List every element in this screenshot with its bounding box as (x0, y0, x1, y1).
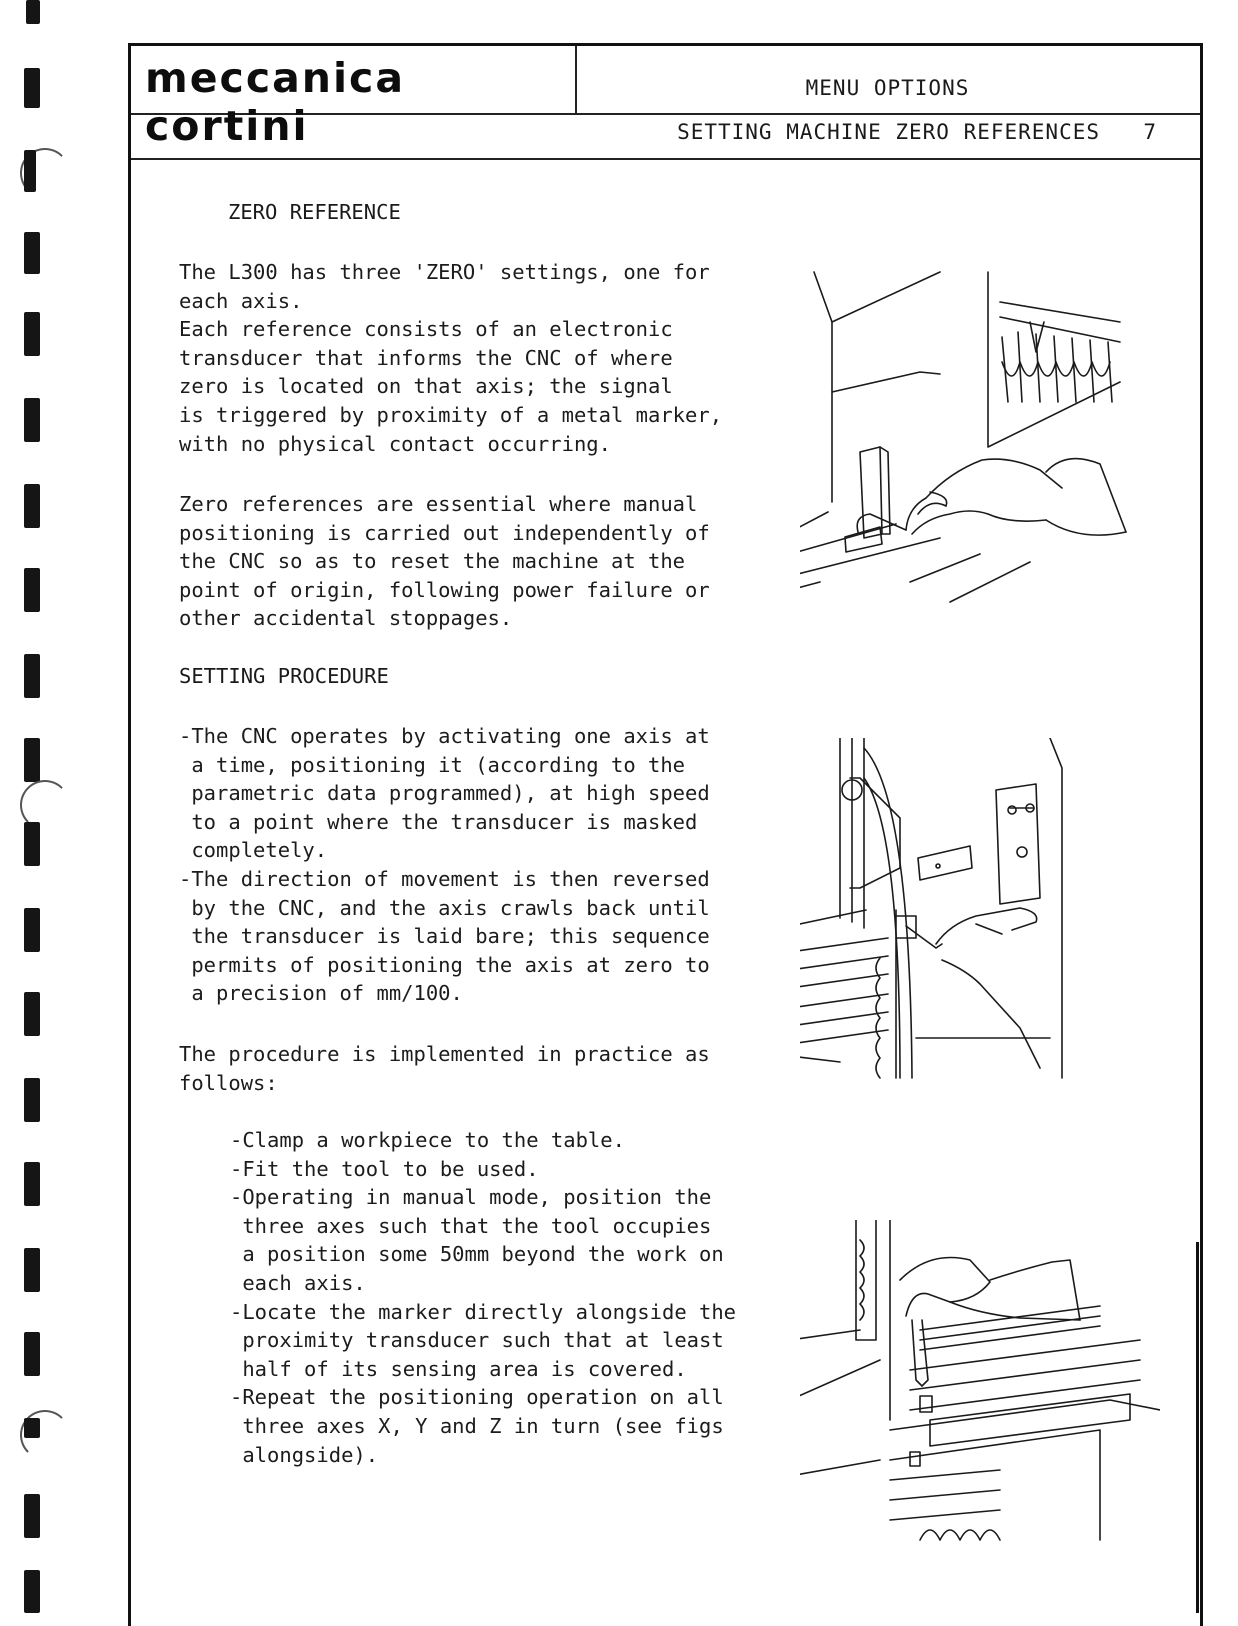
intro-paragraph: The L300 has three 'ZERO' settings, one for each axis. Each reference consists of an electronic transducer that informs the CNC of where zero is located on that axis; the signal is triggered by proximity of a metal marker, with no physical contact occurring. (179, 260, 723, 456)
setting-procedure-heading: SETTING PROCEDURE (179, 664, 389, 688)
binding-holes (0, 0, 80, 1613)
header-sub-row (131, 113, 1200, 160)
essential-paragraph: Zero references are essential where manual positioning is carried out independently of the CNC so as to reset the machine at the point of origin, following power failure or other accidental stoppages. (179, 492, 710, 631)
figure-y-axis-illustration (800, 738, 1100, 1088)
figure-z-axis-illustration (800, 1220, 1160, 1550)
logo-box (131, 46, 577, 150)
steps-list: -Clamp a workpiece to the table. -Fit the tool to be used. -Operating in manual mode, position the three axes such that the tool occupies a position some 50mm beyond the work on each axis. -Locate the marker directly alongside the proximity transducer such that at least half of its sensing area is covered. -Repeat the positioning operation on all three axes X, Y and Z in turn (see figs alongside). (230, 1128, 737, 1467)
procedure-paragraph: -The CNC operates by activating one axis at a time, positioning it (according to the parametric data programmed), at high speed to a point where the transducer is masked completely. -The direction of movement is then reversed by the CNC, and the axis crawls back until the transducer is laid bare; this sequence permits of positioning the axis at zero to a precision of mm/100. (179, 724, 710, 1006)
page-subtitle: SETTING MACHINE ZERO REFERENCES (677, 120, 1100, 144)
figure-x-axis-illustration (800, 262, 1160, 622)
practice-paragraph: The procedure is implemented in practice as follows: (179, 1042, 710, 1095)
zero-reference-heading: ZERO REFERENCE (228, 200, 401, 224)
right-border-lower (1196, 1242, 1199, 1613)
company-logo: meccanica cortini (145, 54, 406, 150)
right-border (1200, 158, 1203, 878)
page-number: 7 (1143, 120, 1156, 144)
section-title: MENU OPTIONS (805, 76, 970, 100)
